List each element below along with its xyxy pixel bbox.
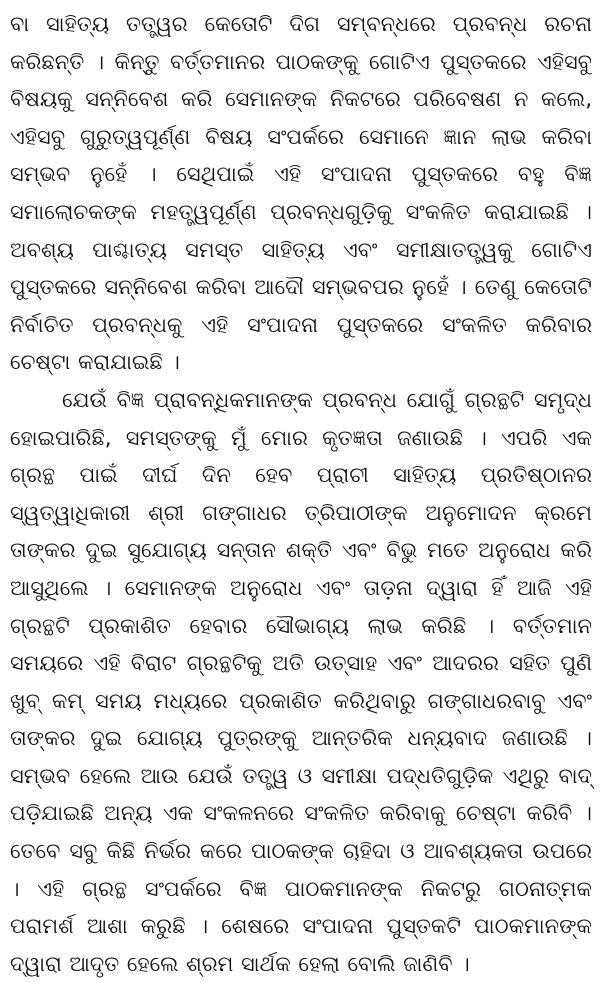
paragraph-2: ଯେଉଁ ବିଜ୍ଞ ପ୍ରାବନ୍ଧିକମାନଙ୍କ ପ୍ରବନ୍ଧ ଯୋଗୁଁ ଗ୍ରନ୍ଥଟି ସମୃଦ୍ଧ ହୋଇପାରିଛି, ସମସ୍ତଙ୍କୁ ମୁଁ ମୋର କୃତଜ୍ଞତା ଜଣାଉଛି । ଏପରି ଏକ ଗ୍ରନ୍ଥ ପାଇଁ ଦୀର୍ଘ ଦିନ ହେବ ପ୍ରାଚୀ ସାହିତ୍ୟ ପ୍ରତିଷ୍ଠାନର ସ୍ୱତ୍ୱାଧିକାରୀ ଶ୍ରୀ ଗଙ୍ଗାଧର ତ୍ରିପାଠୀଙ୍କ ଅନୁମୋଦନ କ୍ରମେ ତାଙ୍କର ଦୁଇ ସୁଯୋଗ୍ୟ ସନ୍ତାନ ଶକ୍ତି ଏବଂ ବିଭୁ ମତେ ଅନୁରୋଧ କରି ଆସୁଥିଲେ । ସେମାନଙ୍କ ଅନୁରୋଧ ଏବଂ ତାଡ଼ନା ଦ୍ୱାରା ହିଁ ଆଜି ଏହି ଗ୍ରନ୍ଥଟି ପ୍ରକାଶିତ ହେବାର ସୌଭାଗ୍ୟ ଲାଭ କରିଛି । ବର୍ତ୍ତମାନ ସମୟରେ ଏହି ବିରାଟ ଗ୍ରନ୍ଥଟିକୁ ଅତି ଉତ୍ସାହ ଏବଂ ଆଦରର ସହିତ ପୁଣି ଖୁବ୍ କମ୍ ସମୟ ମଧ୍ୟରେ ପ୍ରକାଶିତ କରିଥିବାରୁ ଗଙ୍ଗାଧରବାବୁ ଏବଂ ତାଙ୍କର ଦୁଇ ଯୋଗ୍ୟ ପୁତ୍ରଙ୍କୁ ଆନ୍ତରିକ ଧନ୍ୟବାଦ ଜଣାଉଛି । ସମ୍ଭବ ହେଲେ ଆଉ ଯେଉଁ ତତ୍ତ୍ୱ ଓ ସମୀକ୍ଷା ପଦ୍ଧତିଗୁଡ଼ିକ ଏଥିରୁ ବାଦ୍ ପଡ଼ିଯାଇଛି ଅନ୍ୟ ଏକ ସଂକଳନରେ ସଂକଳିତ କରିବାକୁ ଚେଷ୍ଟା କରିବି । ତେବେ ସବୁ କିଛି ନିର୍ଭର କରେ ପାଠକଙ୍କ ଚାହିଦା ଓ ଆବଶ୍ୟକତା ଉପରେ । ଏହି ଗ୍ରନ୍ଥ ସଂପର୍କରେ ବିଜ୍ଞ ପାଠକମାନଙ୍କ ନିକଟରୁ ଗଠନାତ୍ମକ ପରାମର୍ଶ ଆଶା କରୁଛି । ଶେଷରେ ସଂପାଦନା ପୁସ୍ତକଟି ପାଠକମାନଙ୍କ ଦ୍ୱାରା ଆଦୃତ ହେଲେ ଶ୍ରମ ସାର୍ଥକ ହେଲା ବୋଲି ଜାଣିବି । (10, 387, 592, 976)
paragraph-1: ବା ସାହିତ୍ୟ ତତ୍ତ୍ୱର କେତୋଟି ଦିଗ ସମ୍ବନ୍ଧରେ ପ୍ରବନ୍ଧ ରଚନା କରିଛନ୍ତି । କିନ୍ତୁ ବର୍ତ୍ତମାନର ପାଠକଙ୍କୁ ଗୋଟିଏ ପୁସ୍ତକରେ ଏହିସବୁ ବିଷୟକୁ ସନ୍ନିବେଶ କରି ସେମାନଙ୍କ ନିକଟରେ ପରିବେଷଣ ନ କଲେ, ଏହିସବୁ ଗୁରୁତ୍ୱପୂର୍ଣ୍ଣ ବିଷୟ ସଂପର୍କରେ ସେମାନେ ଜ୍ଞାନ ଲାଭ କରିବା ସମ୍ଭବ ନୁହେଁ । ସେଥିପାଇଁ ଏହି ସଂପାଦନା ପୁସ୍ତକରେ ବହୁ ବିଜ୍ଞ ସମାଲୋଚକଙ୍କ ମହତ୍ତ୍ୱପୂର୍ଣ୍ଣ ପ୍ରବନ୍ଧଗୁଡ଼ିକୁ ସଂକଳିତ କରାଯାଇଛି । ଅବଶ୍ୟ ପାଶ୍ଚାତ୍ୟ ସମସ୍ତ ସାହିତ୍ୟ ଏବଂ ସମୀକ୍ଷାତତ୍ତ୍ୱକୁ ଗୋଟିଏ ପୁସ୍ତକରେ ସନ୍ନିବେଶ କରିବା ଆଦୌ ସମ୍ଭବପର ନୁହେଁ । ତେଣୁ କେତୋଟି ନିର୍ବାଚିତ ପ୍ରବନ୍ଧକୁ ଏହି ସଂପାଦନା ପୁସ୍ତକରେ ସଂକଳିତ କରିବାର ଚେଷ୍ଟା କରାଯାଇଛି । (10, 12, 592, 375)
